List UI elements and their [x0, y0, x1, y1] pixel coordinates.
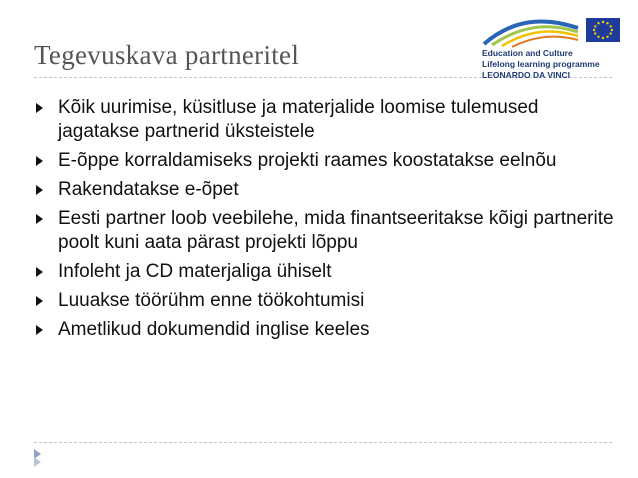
- bullet-arrow-icon: [36, 214, 43, 224]
- bullet-arrow-icon: [36, 296, 43, 306]
- bullet-arrow-icon: [36, 185, 43, 195]
- footer-arrow-icon: [34, 457, 41, 467]
- logo-text-programme: Lifelong learning programme: [482, 59, 600, 69]
- eu-program-logo: [482, 14, 622, 80]
- bullet-list: [34, 96, 614, 347]
- slide-title: Tegevuskava partneritel: [34, 40, 300, 70]
- bullet-text: Kõik uurimise, küsitluse ja materjalide loomise tulemused jagatakse partnerid üksteistele: [58, 97, 539, 142]
- logo-text-education: Education and Culture: [482, 48, 573, 58]
- bullet-arrow-icon: [36, 156, 43, 166]
- footer-divider: [34, 442, 612, 443]
- bullet-text: Infoleht ja CD materjaliga ühiselt: [58, 261, 332, 282]
- bullet-text: Ametlikud dokumendid inglise keeles: [58, 319, 370, 340]
- bullet-arrow-icon: [36, 267, 43, 277]
- list-item: [34, 318, 614, 342]
- list-item: [34, 96, 614, 144]
- bullet-text: E-õppe korraldamiseks projekti raames koostatakse eelnõu: [58, 150, 557, 171]
- list-item: [34, 207, 614, 255]
- list-item: [34, 289, 614, 313]
- list-item: [34, 260, 614, 284]
- bullet-arrow-icon: [36, 103, 43, 113]
- logo-graphic-icon: [482, 14, 622, 48]
- bullet-text: Rakendatakse e-õpet: [58, 179, 239, 200]
- bullet-text: Eesti partner loob veebilehe, mida finantseeritakse kõigi partnerite poolt kuni aata pärast projekti lõppu: [58, 208, 614, 253]
- list-item: [34, 178, 614, 202]
- bullet-text: Luuakse töörühm enne töökohtumisi: [58, 290, 365, 311]
- bullet-arrow-icon: [36, 325, 43, 335]
- list-item: [34, 149, 614, 173]
- logo-text-leonardo: LEONARDO DA VINCI: [482, 70, 570, 80]
